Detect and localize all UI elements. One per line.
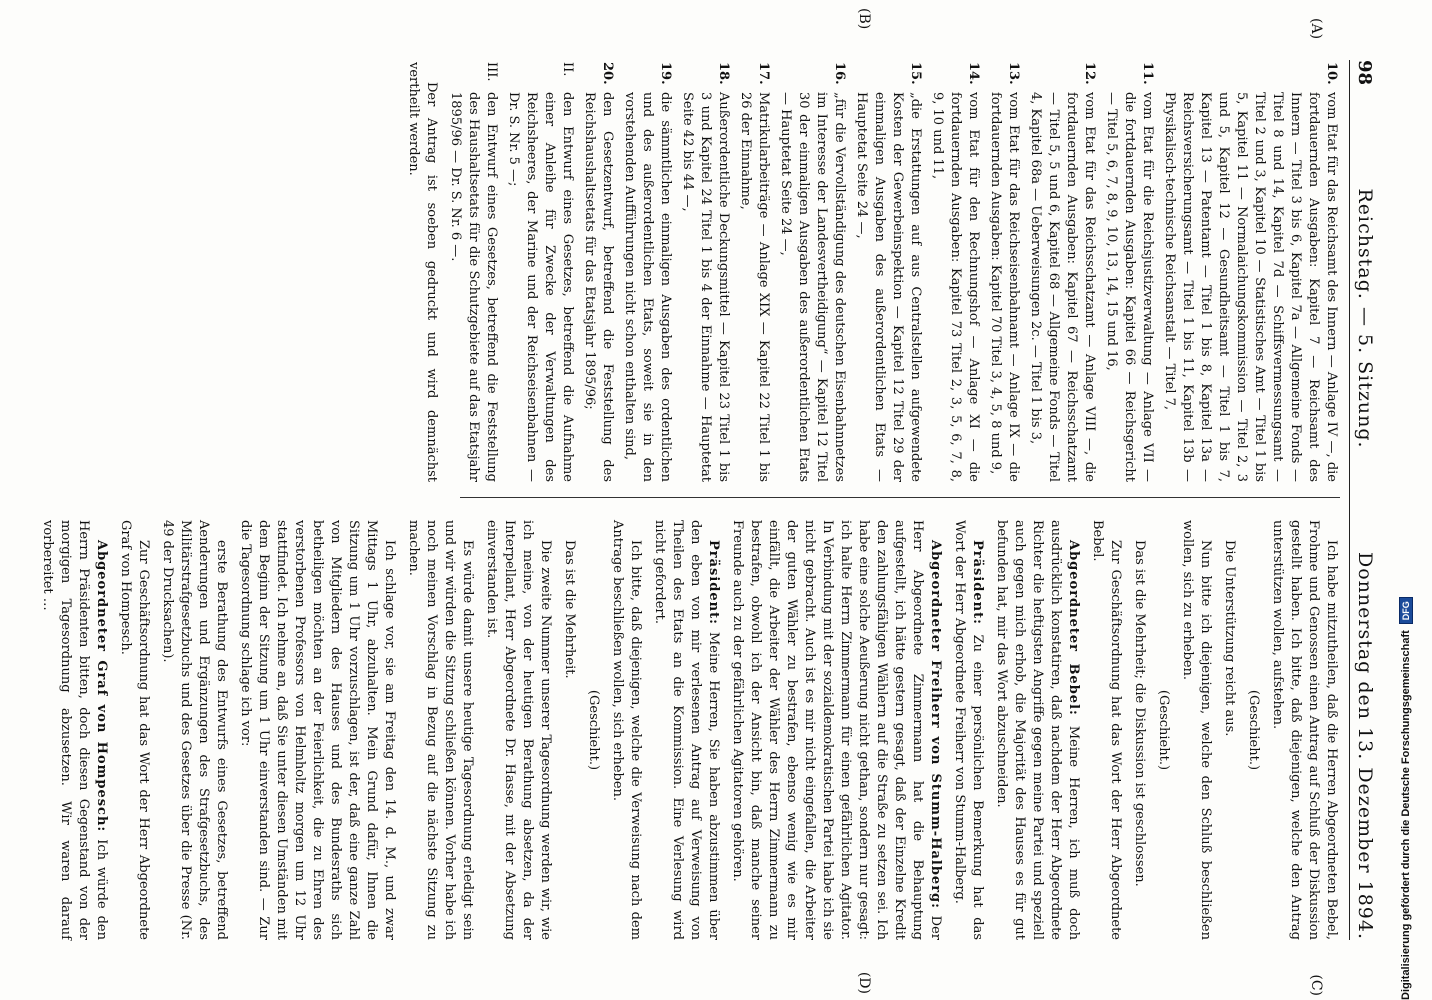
agenda-item-text: „die Erstattungen auf aus Centralstellen aufgewendete Kosten der Gewerbeinspektion — Kapitel 12 Titel 29 der einmaligen Ausgaben des außerordentlichen Etats — Hauptetat Seite 24 —, [854,92,923,482]
margin-letter-b: (B) [856,8,872,30]
agenda-section-number: II. [560,62,575,77]
body-paragraph: Die Unterstützung reicht aus. [1222,540,1237,737]
agenda-item-number: 17. [756,62,771,85]
agenda-item-text: Außerordentliche Deckungsmittel — Kapitel 23 Titel 1 bis 3 und Kapitel 24 Titel 1 bis 4 der Einnahme — Hauptetat Seite 42 bis 44 —, [680,92,731,482]
speech-paragraph [650,520,722,940]
page-number: 98 [1354,60,1375,86]
agenda-item-number: 20. [600,62,615,85]
speech-text: Zu einer persönlichen Bemerkung hat das Wort der Herr Abgeordnete Freiherr von Stumm-Halberg. [952,520,985,940]
body-paragraph: Zur Geschäftsordnung hat das Wort der Herr Abgeordnete Bebel. [1090,520,1123,940]
speech-text: Meine Herren, ich muß doch ausdrücklich konstatiren, daß nachdem der Herr Abgeordnete Richter die heftigsten Angriffe gegen meine Partei und speziell auch gegen mich erhob, die Majorität des Hauses es für gut befunden hat, mir das Wort abzuschneiden. [994,520,1081,940]
speaker-name: Präsident: [970,540,985,625]
speech-text: Der Herr Abgeordnete Zimmermann hat die Behauptung aufgestellt, ich hätte gestern gesagt, daß der Einzelne Kredit den zahlungsfähigen Wählern auf die Straße zu setzen sei. Ich habe eine solche Aeußerung nicht gethan, sondern nur gesagt: ich halte Herrn Zimmermann für einen gefährlichen Agitator. In Verbindung mit der sozialdemokratischen Partei habe ich sie nicht gebracht. Auch ist es mir nicht eingefallen, die Arbeiter der guten Wähler zu bestrafen, ebenso wenig wie es mir einfällt, die Arbeiter der Wähler des Herrn Zimmermann zu bestrafen, obwohl ich der Ansicht bin, daß manche seiner Freunde auch zu der gefährlichen Agitatoren gehören. [730,520,943,940]
body-paragraph: Ich schlage vor, sie am Freitag den 14. d. M., und zwar Mittags 1 Uhr, abzuhalten. Mein Grund dafür, Ihnen die Sitzung um 1 Uhr vorzuschlagen, ist der, daß eine ganze Zahl von Mitgliedern des Hauses und des Bundesraths sich betheiligen möchten an der Feierlichkeit, die zu Ehren des verstorbenen Professors von Helmholtz morgen um 12 Uhr stattfindet. Ich nehme an, daß Sie unter diesen Umständen mit dem Beginn der Sitzung um 1 Uhr einverstanden sind. — Zur die Tagesordnung schlage ich vor: [238,520,397,940]
agenda-section [446,62,500,482]
agenda-item-text: vom Etat für das Reichsschatzamt — Anlage VIII —, die fortdauernden Ausgaben: Kapitel 67 — Reichsschatzamt — Titel 5, 5 und 6, Kapitel 68 — Allgemeine Fonds — Titel 4, Kapitel 68a — Ueberweisungen 2c. — Titel 1 bis 3, [1028,92,1097,482]
body-paragraph: Ich bitte, daß diejenigen, welche die Verweisung nach dem Antrage beschließen wollen, sich erheben. [610,520,643,940]
agenda-item-text: die sämmtlichen einmaligen Ausgaben des ordentlichen und des außerordentlichen Etats, soweit sie in den vorstehenden Aufführungen nicht schon enthalten sind, [622,92,673,482]
body-paragraph: Die zweite Nummer unserer Tagesordnung werden wir, wie ich meine, von der heutigen Berathung absetzen, da der Interpellant, Herr Abgeordnete Dr. Hasse, mit der Absetzung einverstanden ist. [484,520,553,940]
agenda-item [1160,62,1340,482]
body-paragraph: Das ist die Mehrheit. [562,540,577,679]
right-column [32,520,1340,940]
body-paragraph: Nun bitte ich diejenigen, welche den Schluß beschließen wollen, sich zu erheben. [1180,520,1213,940]
agenda-item [1102,62,1156,482]
agenda-item [1026,62,1098,482]
speech-paragraph [992,520,1082,940]
agenda-item [852,62,924,482]
agenda-item-number: 14. [966,62,981,85]
body-paragraph: Das ist die Mehrheit; die Diskussion ist geschlossen. [1132,540,1147,887]
margin-letter-a: (A) [1308,18,1324,40]
speech-text: Ich würde den Herrn Präsidenten bitten, doch diesen Gegenstand von der morgigen Tagesordnung abzusetzen. Wir waren darauf vorbereitet … [40,520,109,940]
agenda-item-number: 13. [1006,62,1021,85]
agenda-item [928,62,982,482]
speech-paragraph [950,520,986,940]
body-paragraph: Es würde damit unsere heutige Tagesordnung erledigt sein und wir würden die Sitzung schließen können. Vorher habe ich noch meinen Vorschlag in Bezug auf die nächste Sitzung zu machen. [406,520,475,940]
speech-paragraph [38,520,110,940]
agenda-item-text: vom Etat für die Reichsjustizverwaltung — Anlage VII — die fortdauernden Ausgaben: Kapitel 66 — Reichsgericht — Titel 5, 6, 7, 8, 9, 10, 13, 14, 15 und 16, [1104,92,1155,482]
speech-paragraph [728,520,944,940]
agenda-section-text: den Entwurf eines Gesetzes, betreffend die Feststellung des Haushaltsetats für die Schutzgebiete auf das Etatsjahr 1895/96 — Dr. S. Nr. 6 —. [448,92,499,482]
agenda-item-number: 11. [1140,62,1155,85]
session-date: Donnerstag den 13. Dezember 1894. [1354,552,1376,940]
agenda-item [736,62,772,482]
body-paragraph: Ich habe mitzutheilen, daß die Herren Abgeordneten Bebel, Frohme und Genossen einen Antrag auf Schluß der Diskussion gestellt haben. Ich bitte, daß diejenigen, welche den Antrag unterstützen wollen, aufstehen. [1270,520,1339,940]
column-divider [460,497,1340,498]
stage-direction: (Geschieht.) [1156,689,1171,771]
agenda-section-number: III. [484,62,499,82]
running-title: Reichstag. — 5. Sitzung. [1354,188,1376,449]
agenda-item-number: 18. [716,62,731,85]
digitization-credit-strip [1396,600,1432,1000]
closing-note: Der Antrag ist soeben gedruckt und wird demnächst vertheilt werden. [406,62,439,482]
speaker-name: Präsident: [706,540,721,625]
credit-text: Digitalisierung gefördert durch die Deutsche Forschungsgemeinschaft [1400,630,1412,1000]
page-header [1349,60,1382,940]
agenda-item-number: 15. [908,62,923,85]
left-column [404,62,1340,482]
agenda-item [620,62,674,482]
agenda-item-text: den Gesetzentwurf, betreffend die Feststellung des Reichshaushaltsetats für das Etatsjahr 1895/96; [582,92,615,482]
stage-direction: (Geschieht.) [1246,689,1261,771]
agenda-item-text: „für die Vervollständigung des deutschen Eisenbahnnetzes im Interesse der Landesvertheidigung“ — Kapitel 12 Titel 30 der einmaligen Ausgaben des außerordentlichen Etats — Hauptetat Seite 24 —, [778,92,847,482]
margin-letter-c: (C) [1308,974,1324,996]
agenda-item [580,62,616,482]
agenda-item-number: 16. [832,62,847,85]
agenda-item-text: vom Etat für den Rechnungshof — Anlage XI — die fortdauernden Ausgaben: Kapitel 73 Titel 2, 3, 5, 6, 7, 8, 9, 10 und 11, [930,92,981,482]
speaker-name: Abgeordneter Bebel: [1066,540,1081,716]
body-paragraph: erste Berathung des Entwurfs eines Gesetzes, betreffend Aenderungen und Ergänzungen des Strafgesetzbuchs, des Militärstrafgesetzbuchs und des Gesetzes über die Presse (Nr. 49 der Drucksachen). [160,520,229,940]
body-paragraph: Zur Geschäftsordnung hat das Wort der Herr Abgeordnete Graf von Hompesch. [118,520,151,940]
speaker-name: Abgeordneter Freiherr von Stumm-Halberg: [928,540,943,909]
agenda-item [678,62,732,482]
agenda-item-number: 19. [658,62,673,85]
agenda-section [504,62,576,482]
speaker-name: Abgeordneter Graf von Hompesch: [94,540,109,833]
dfg-logo-icon: DFG [1399,597,1413,624]
agenda-item-text: vom Etat für das Reichseisenbahnamt — Anlage IX — die fortdauernden Ausgaben: Kapitel 70 Titel 3, 4, 5, 8 und 9, [988,92,1021,482]
agenda-section-text: den Entwurf eines Gesetzes, betreffend die Aufnahme einer Anleihe für Zwecke der Verwaltungen des Reichsheeres, der Marine und der Reichseisenbahnen — Dr. S. Nr. 5 —; [506,92,575,482]
digitization-credit [1396,600,1416,1000]
agenda-item-number: 10. [1324,62,1339,85]
agenda-item [776,62,848,482]
speech-text: Meine Herren, Sie haben abzustimmen über den eben von mir verlesenen Antrag auf Verweisung von Theilen des Etats an die Kommission. Eine Verlesung wird nicht gefordert. [652,520,721,940]
agenda-item-number: 12. [1082,62,1097,85]
agenda-item [986,62,1022,482]
stage-direction: (Geschieht.) [586,689,601,771]
agenda-item-text: Matrikularbeiträge — Anlage XIX — Kapitel 22 Titel 1 bis 26 der Einnahme, [738,92,771,482]
agenda-item-text: vom Etat für das Reichsamt des Innern — Anlage IV —, die fortdauernden Ausgaben: Kapitel 7 — Reichsamt des Innern — Titel 3 bis 6, Kapitel 7a — Allgemeine Fonds — Titel 8 und 14, Kapitel 7d — Schiffsvermessungsamt — Titel 2 und 3, Kapitel 10 — Statistisches Amt — Titel 1 bis 5, Kapitel 11 — Normalaichungskommission — Titel 2, 3 und 5, Kapitel 12 — Gesundheitsamt — Titel 1 bis 7, Kapitel 13 — Patentamt — Titel 1 bis 8, Kapitel 13a — Reichsversicherungsamt — Titel 1 bis 11, Kapitel 13b — Physikalisch-technische Reichsanstalt — Titel 7, [1162,92,1339,482]
margin-letter-d: (D) [856,971,872,994]
